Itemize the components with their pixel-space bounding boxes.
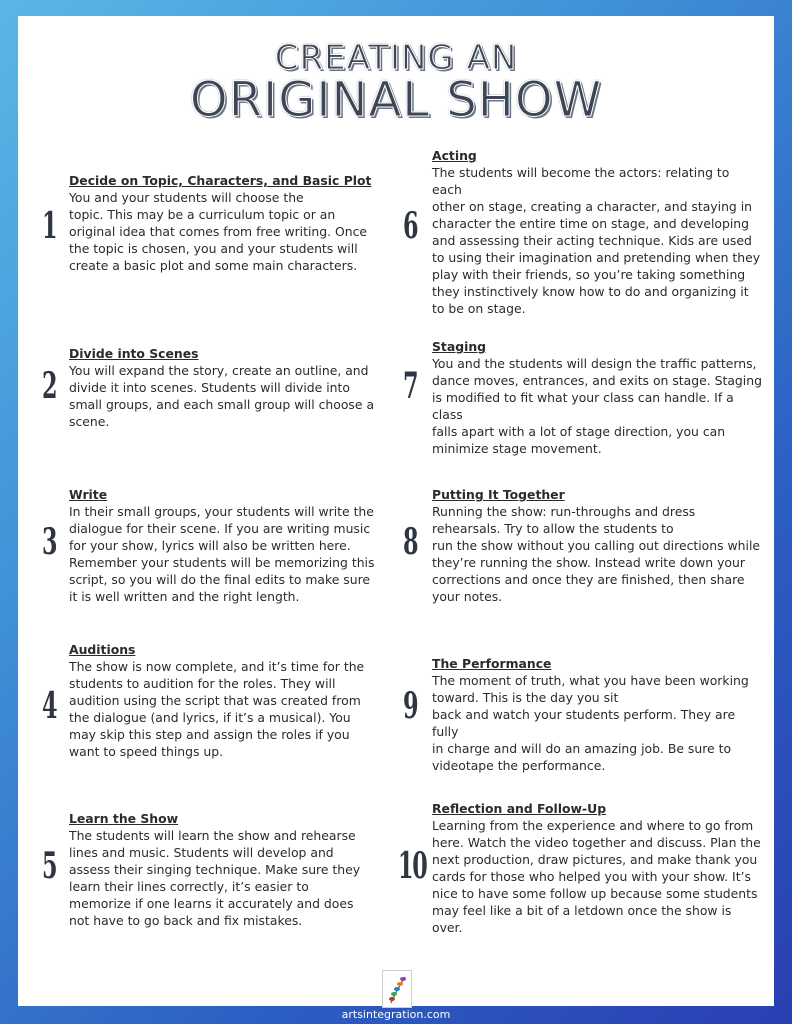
step-number: 4 [42,685,57,727]
step-text [432,338,762,457]
step-number: 2 [42,365,57,407]
step-body: The students will learn the show and rehearse lines and music. Students will develop and assess their singing technique. Make sure they learn their lines correctly, it’s easier to memorize if one learns it accurately and does not have to go back and fix mistakes. [69,828,361,928]
step-text [69,810,379,929]
step-text [432,800,762,936]
step-number: 6 [403,205,418,247]
page-sheet [18,16,774,1006]
step-text [69,486,379,605]
step-heading: Staging [432,339,487,354]
step-heading: Acting [432,148,477,163]
step-body: The students will become the actors: relating to each other on stage, creating a character, and staying in character the entire time on stage, and developing and assessing their acting technique. Kids are used to using their imagination and pretending when they play with their friends, so you’re taking something they instinctively know how to do and organizing it to be on stage. [432,165,761,316]
step-text [432,655,762,774]
step-text [69,172,379,274]
step-heading: Putting It Together [432,487,565,502]
title-line-2: ORIGINAL SHOW [189,72,603,128]
step-number: 1 [42,205,57,247]
step-heading: Decide on Topic, Characters, and Basic Plot [69,173,372,188]
step-heading: Reflection and Follow-Up [432,801,607,816]
step-body: The moment of truth, what you have been working toward. This is the day you sit back and watch your students perform. They are fully in charge and will do an amazing job. Be sure to videotape the performance. [432,673,749,773]
step-heading: Write [69,487,108,502]
step-text [432,147,762,317]
step-heading: Divide into Scenes [69,346,199,361]
step-heading: The Performance [432,656,552,671]
step-number: 3 [42,521,57,563]
step-body: You and the students will design the traffic patterns, dance moves, entrances, and exits on stage. Staging is modified to fit what your class can handle. If a class falls apart with a lot of stage direction, you can minimize stage movement. [432,356,762,456]
step-number: 8 [403,521,418,563]
title-line-1: CREATING AN [274,38,518,78]
step-heading: Auditions [69,642,136,657]
step-body: Running the show: run-throughs and dress rehearsals. Try to allow the students to run the show without you calling out directions while they’re running the show. Instead write down your corrections and once they are finished, then share your notes. [432,504,761,604]
step-number: 10 [398,845,427,887]
step-body: You and your students will choose the topic. This may be a curriculum topic or an original idea that comes from free writing. Once the topic is chosen, you and your students will create a basic plot and some main characters. [69,190,368,273]
step-body: The show is now complete, and it’s time for the students to audition for the roles. They will audition using the script that was created from the dialogue (and lyrics, if it’s a musical). You may skip this step and assign the roles if you want to speed things up. [69,659,365,759]
footer-url[interactable]: artsintegration.com [341,1008,451,1021]
step-number: 7 [403,365,418,407]
step-body: In their small groups, your students will write the dialogue for their scene. If you are writing music for your show, lyrics will also be written here. Remember your students will be memorizing this script, so you will do the final edits to make sure it is well written and the right length. [69,504,375,604]
logo-icon [382,970,412,1008]
step-number: 5 [42,845,57,887]
step-heading: Learn the Show [69,811,179,826]
step-text [432,486,762,605]
step-text [69,345,379,430]
step-body: You will expand the story, create an outline, and divide it into scenes. Students will divide into small groups, and each small group will choose a scene. [69,363,375,429]
step-number: 9 [403,685,418,727]
step-body: Learning from the experience and where to go from here. Watch the video together and discuss. Plan the next production, draw pictures, and make thank you cards for those who helped you with your show. It’s nice to have some follow up because some students may feel like a bit of a letdown once the show is over. [432,818,761,935]
step-text [69,641,379,760]
